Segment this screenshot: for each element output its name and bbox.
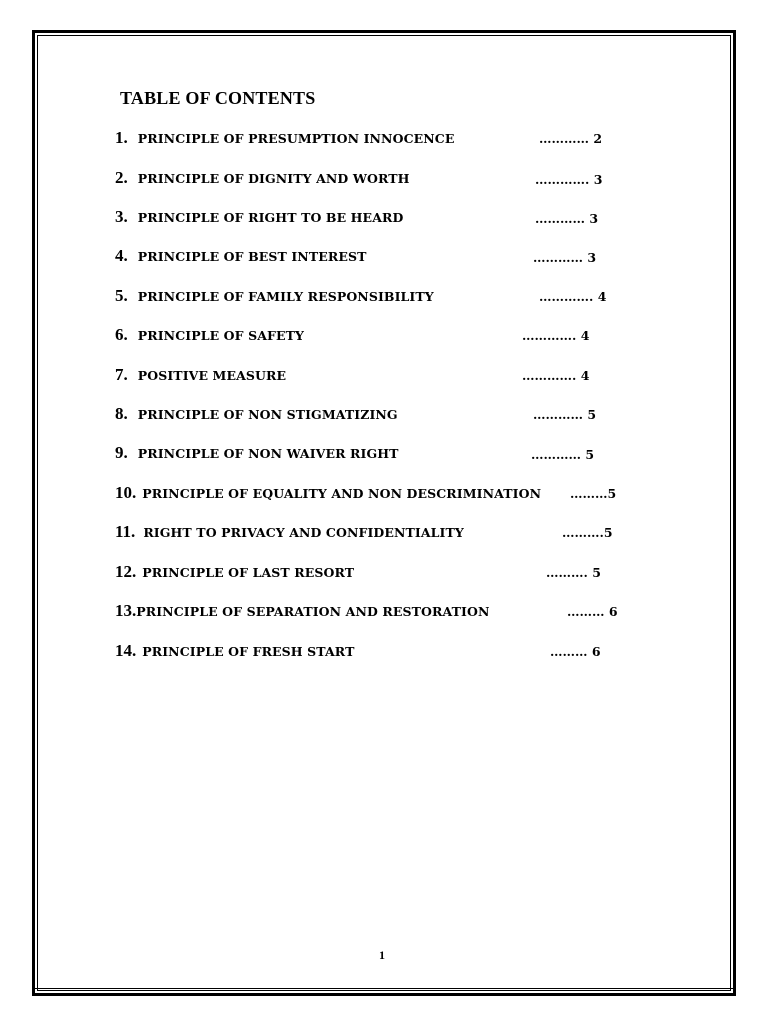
toc-entry-number: 11. [115,522,136,541]
toc-entry-page: ………… 5 [531,447,595,462]
toc-entry-10[interactable] [115,483,541,505]
toc-entry-page: …………. 4 [522,368,590,383]
toc-entry-label: PRINCIPLE OF RIGHT TO BE HEARD [137,210,404,225]
toc-entry-1[interactable] [115,128,454,150]
toc-entry-number: 3. [115,207,128,226]
toc-entry-4[interactable] [115,246,367,268]
toc-entry-number: 9. [115,443,128,462]
toc-entry-label: RIGHT TO PRIVACY AND CONFIDENTIALITY [143,525,464,540]
toc-entry-number: 13. [115,601,137,620]
toc-entry-page: ………… 3 [535,211,599,226]
toc-entry-label: PRINCIPLE OF LAST RESORT [142,565,355,580]
toc-entry-2[interactable] [115,168,410,190]
page-border-bottom-rule [32,988,736,989]
toc-entry-page: ………… 3 [533,250,597,265]
toc-entry-page: …………. 3 [535,172,603,187]
toc-entry-label: PRINCIPLE OF EQUALITY AND NON DESCRIMINATION [142,486,542,501]
toc-entry-number: 2. [115,168,128,187]
toc-entry-8[interactable] [115,404,398,426]
toc-entry-label: PRINCIPLE OF FAMILY RESPONSIBILITY [137,289,434,304]
toc-entry-page: …………. 4 [539,289,607,304]
toc-entry-page: ……… 6 [567,604,618,619]
toc-entry-number: 12. [115,562,137,581]
toc-entry-number: 4. [115,246,128,265]
toc-entry-3[interactable] [115,207,403,229]
page-number: 1 [379,948,385,962]
toc-entry-page: ………… 2 [539,131,603,146]
toc-entry-number: 1. [115,128,128,147]
toc-entry-12[interactable] [115,562,354,584]
toc-entry-label: PRINCIPLE OF SAFETY [137,328,305,343]
toc-entry-page: ………. 5 [546,565,601,580]
toc-entry-label: PRINCIPLE OF NON STIGMATIZING [137,407,398,422]
toc-entry-7[interactable] [115,365,286,387]
toc-entry-11[interactable] [115,522,464,544]
toc-entry-label: PRINCIPLE OF DIGNITY AND WORTH [137,171,410,186]
toc-entry-number: 14. [115,641,137,660]
toc-entry-label: PRINCIPLE OF FRESH START [142,644,355,659]
toc-entry-page: ………… 5 [533,407,597,422]
toc-entry-label: POSITIVE MEASURE [137,368,287,383]
toc-entry-14[interactable] [115,641,354,663]
toc-entry-13[interactable] [115,601,489,623]
toc-entry-label: PRINCIPLE OF SEPARATION AND RESTORATION [136,604,490,619]
toc-entry-number: 6. [115,325,128,344]
toc-entry-number: 5. [115,286,128,305]
toc-entry-9[interactable] [115,443,399,465]
toc-title: TABLE OF CONTENTS [120,88,316,108]
toc-entry-number: 8. [115,404,128,423]
toc-entry-page: ………5 [570,486,617,501]
toc-entry-5[interactable] [115,286,434,308]
toc-entry-number: 10. [115,483,137,502]
toc-entry-label: PRINCIPLE OF PRESUMPTION INNOCENCE [137,131,455,146]
toc-entry-page: ……… 6 [550,644,601,659]
toc-entry-number: 7. [115,365,128,384]
toc-entry-label: PRINCIPLE OF BEST INTEREST [137,249,367,264]
toc-entry-page: ……….5 [562,525,613,540]
toc-entry-label: PRINCIPLE OF NON WAIVER RIGHT [137,446,399,461]
toc-entry-page: …………. 4 [522,328,590,343]
toc-entry-6[interactable] [115,325,304,347]
